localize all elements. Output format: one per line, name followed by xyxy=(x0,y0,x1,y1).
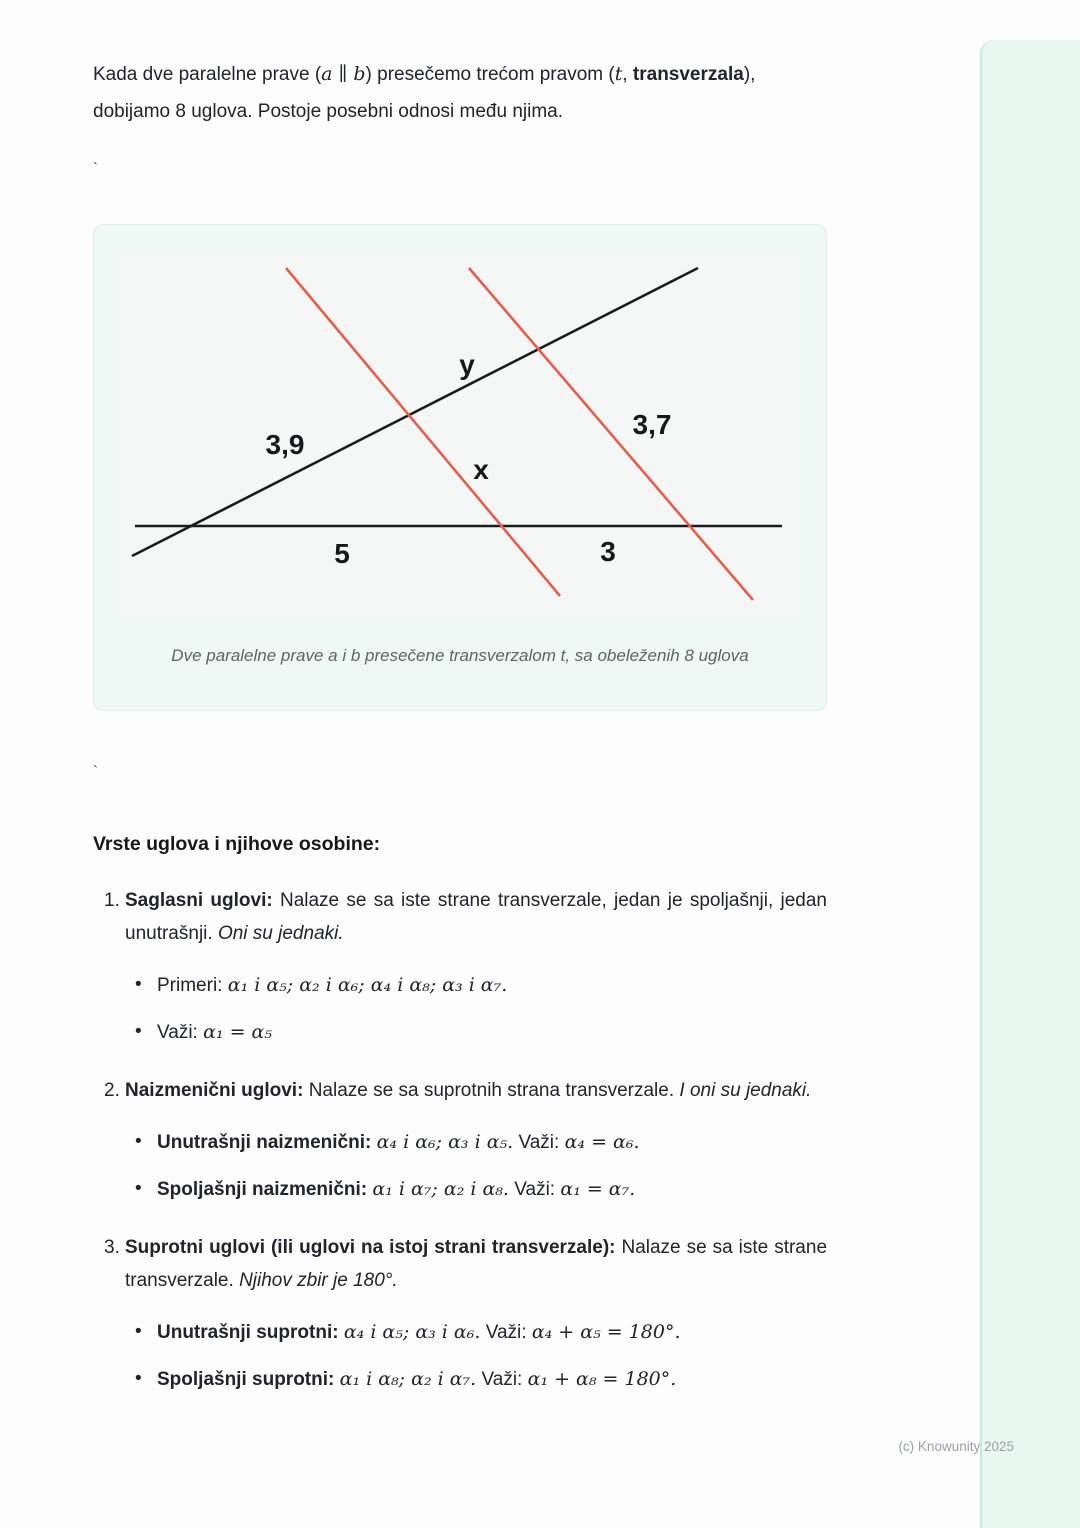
bullet-dot: • xyxy=(135,974,142,995)
item-paragraph xyxy=(125,1074,827,1107)
list-item-body xyxy=(125,1231,827,1395)
list-item-saglasni xyxy=(93,884,827,1048)
intro-text-close: ), xyxy=(743,64,756,85)
list-item-suprotni xyxy=(93,1231,827,1395)
math-t: t xyxy=(614,63,623,85)
bullet-dot: • xyxy=(135,1021,142,1042)
bullet-text xyxy=(157,1127,827,1158)
label-3-7: 3,7 xyxy=(632,409,672,440)
list-bullet xyxy=(125,1317,827,1348)
bullet-dot: • xyxy=(135,1368,142,1389)
transversal-line xyxy=(132,268,698,556)
bullet-math-1: α₁ = α₅ xyxy=(203,1021,273,1043)
backtick-mark-bottom: ` xyxy=(93,763,98,780)
item-bullets xyxy=(125,1317,827,1395)
bullet-mid-text: Važi: xyxy=(513,1132,565,1153)
right-accent-bar xyxy=(980,40,1080,1528)
bullet-mid-text: Važi: xyxy=(476,1369,528,1390)
bullet-math-2: α₁ + α₈ = 180°. xyxy=(527,1368,677,1390)
figure-card xyxy=(93,224,827,711)
bullet-pre-text: Važi: xyxy=(157,1022,204,1043)
label-x: x xyxy=(473,454,489,485)
parallel-lines-diagram xyxy=(120,251,800,619)
list-number: 1. xyxy=(104,890,120,911)
bullet-math-1: α₁ i α₈; α₂ i α₇. xyxy=(339,1368,477,1390)
item-title: Saglasni uglovi: xyxy=(125,890,273,911)
intro-paragraph xyxy=(93,56,827,130)
list-bullet xyxy=(125,970,827,1001)
list-item-body xyxy=(125,1074,827,1205)
list-number: 3. xyxy=(104,1237,120,1258)
bullet-math-1: α₁ i α₇; α₂ i α₈. xyxy=(372,1178,509,1200)
item-text-italic: Oni su jednaki. xyxy=(217,923,344,944)
item-text-normal: Nalaze se sa iste strane transverzale, jedan je spoljašnji, jedan unutrašnji. xyxy=(125,890,828,944)
bullet-math-2: α₄ = α₆. xyxy=(564,1131,640,1153)
item-paragraph xyxy=(125,884,827,950)
intro-text-mid: ) presečemo trećom pravom ( xyxy=(365,64,615,85)
intro-comma: , xyxy=(622,64,633,85)
document-content xyxy=(93,56,827,1395)
bullet-text xyxy=(157,1364,827,1395)
item-bullets xyxy=(125,970,827,1048)
intro-line2: dobijamo 8 uglova. Postoje posebni odnosi među njima. xyxy=(93,101,564,122)
parallel-line-a xyxy=(286,268,560,596)
bullet-mid-text: Važi: xyxy=(508,1179,561,1200)
term-transverzala: transverzala xyxy=(632,64,744,85)
list-item-body xyxy=(125,884,827,1048)
list-item-naizmenicni xyxy=(93,1074,827,1205)
backtick-mark-top: ` xyxy=(93,160,98,177)
bullet-bold-label: Spoljašnji suprotni: xyxy=(157,1369,340,1390)
item-text-normal: Nalaze se sa suprotnih strana transverzale. xyxy=(308,1080,675,1101)
item-text-normal: Nalaze se sa iste strane transverzale. xyxy=(125,1237,828,1291)
list-number: 2. xyxy=(104,1080,120,1101)
label-3: 3 xyxy=(600,536,616,567)
list-bullet xyxy=(125,1174,827,1205)
bullet-text xyxy=(157,970,827,1001)
bullet-pre-text: Primeri: xyxy=(157,975,228,996)
bullet-dot: • xyxy=(135,1178,142,1199)
bullet-math-2: α₄ + α₅ = 180°. xyxy=(531,1321,681,1343)
bullet-text xyxy=(157,1017,827,1048)
item-bullets xyxy=(125,1127,827,1205)
bullet-text xyxy=(157,1317,827,1348)
bullet-dot: • xyxy=(135,1321,142,1342)
list-bullet xyxy=(125,1364,827,1395)
bullet-math-1: α₁ i α₅; α₂ i α₆; α₄ i α₈; α₃ i α₇. xyxy=(227,974,508,996)
bullet-bold-label: Unutrašnji naizmenični: xyxy=(157,1132,377,1153)
label-3-9: 3,9 xyxy=(265,429,305,460)
item-paragraph xyxy=(125,1231,827,1297)
item-title: Suprotni uglovi (ili uglovi na istoj strani transverzale): xyxy=(125,1237,616,1258)
item-text-italic: I oni su jednaki. xyxy=(679,1080,812,1101)
label-y: y xyxy=(459,349,475,380)
bullet-math-1: α₄ i α₆; α₃ i α₅. xyxy=(376,1131,514,1153)
figure-caption: Dve paralelne prave a i b presečene transverzalom t, sa obeleženih 8 uglova xyxy=(171,646,749,665)
bullet-bold-label: Unutrašnji suprotni: xyxy=(157,1322,344,1343)
bullet-math-1: α₄ i α₅; α₃ i α₆. xyxy=(343,1321,481,1343)
list-bullet xyxy=(125,1017,827,1048)
bullet-math-2: α₁ = α₇. xyxy=(560,1178,636,1200)
copyright-note: (c) Knowunity 2025 xyxy=(898,1439,1014,1454)
list-bullet xyxy=(125,1127,827,1158)
bullet-dot: • xyxy=(135,1131,142,1152)
item-text-italic: Njihov zbir je 180°. xyxy=(239,1270,398,1291)
angle-types-list xyxy=(93,884,827,1395)
bullet-text xyxy=(157,1174,827,1205)
section-heading: Vrste uglova i njihove osobine: xyxy=(93,833,381,855)
item-title: Naizmenični uglovi: xyxy=(125,1080,304,1101)
label-5: 5 xyxy=(334,538,350,569)
math-a-parallel-b: a ∥ b xyxy=(321,63,366,85)
intro-text-pre: Kada dve paralelne prave ( xyxy=(93,64,322,85)
bullet-mid-text: Važi: xyxy=(480,1322,532,1343)
bullet-bold-label: Spoljašnji naizmenični: xyxy=(157,1179,373,1200)
